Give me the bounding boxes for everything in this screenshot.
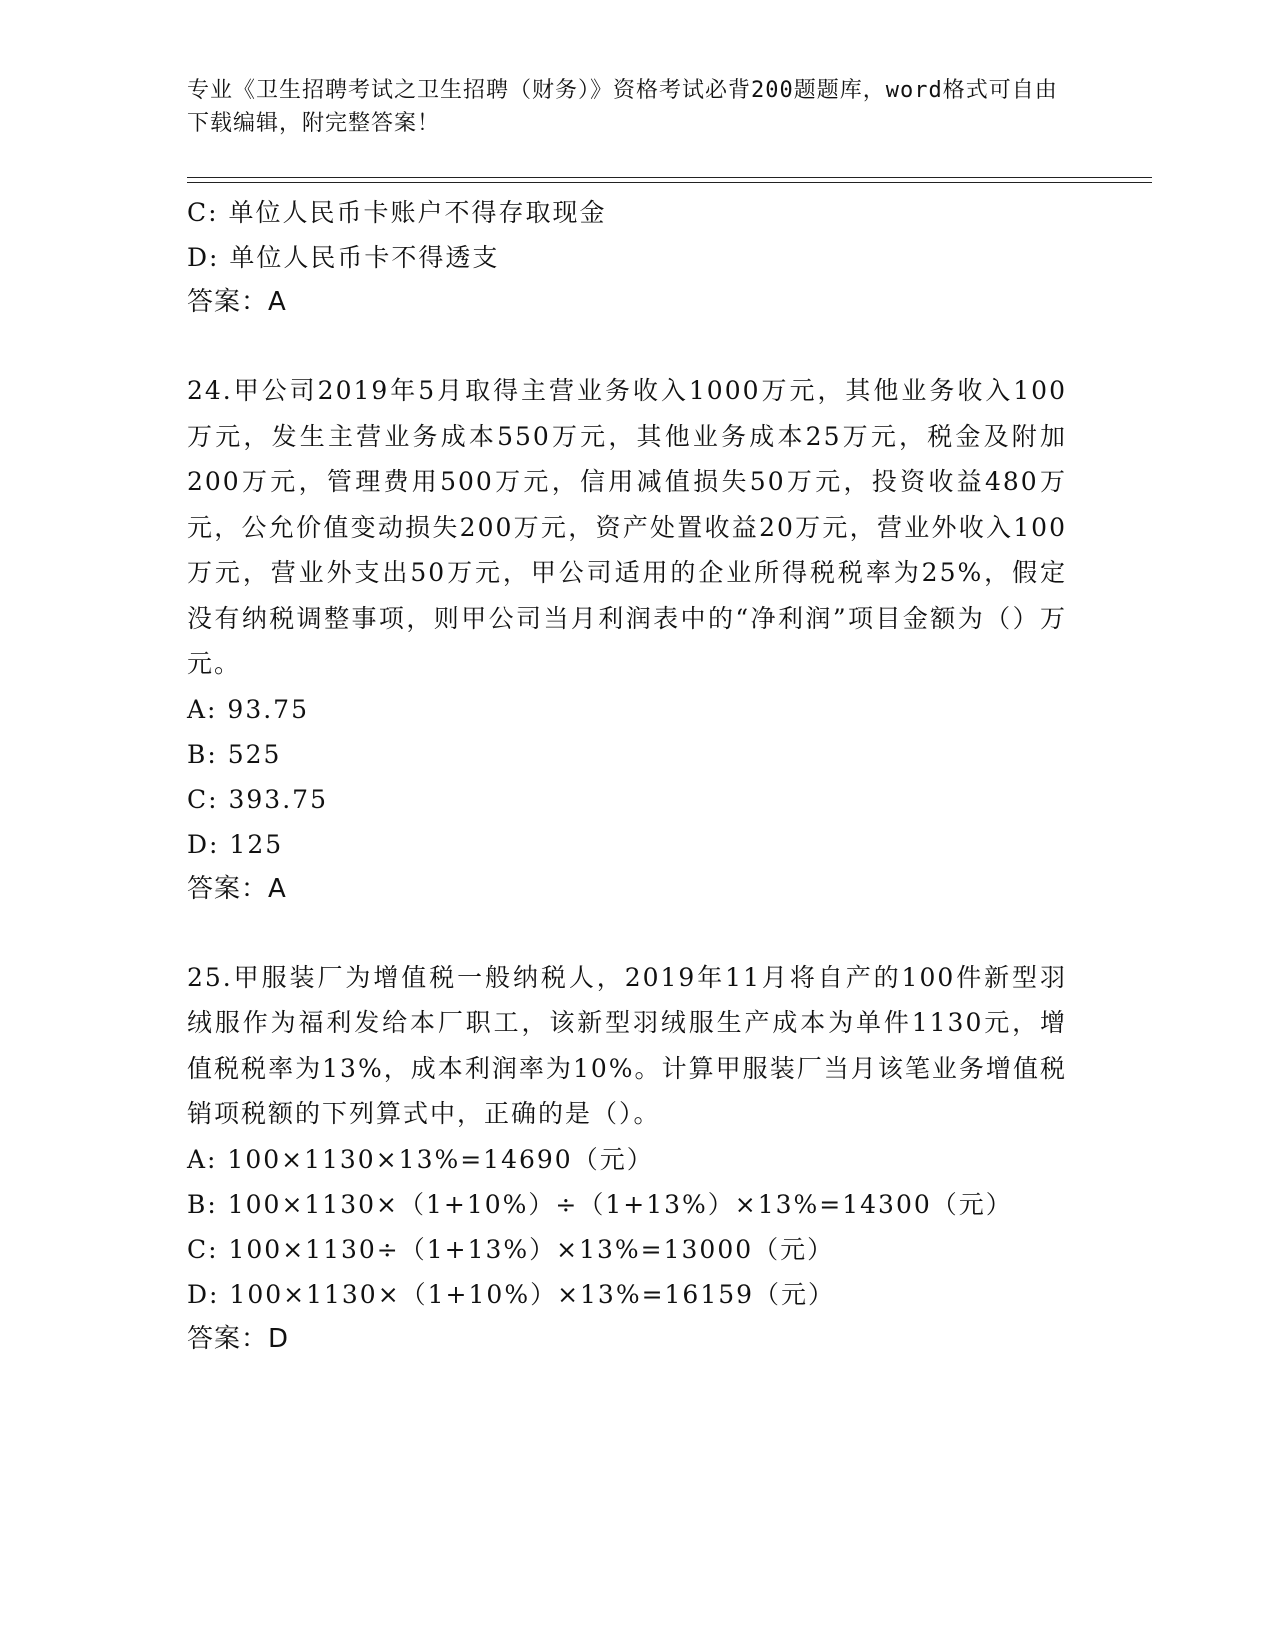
question-content <box>187 190 1067 1362</box>
q25-option-a: A: 100×1130×13%=14690（元） <box>187 1144 654 1174</box>
header-divider-bottom <box>187 182 1152 183</box>
option-d: D: 单位人民币卡不得透支 <box>187 243 500 272</box>
spacer <box>187 912 1067 955</box>
question-24-stem: 24.甲公司2019年5月取得主营业务收入1000万元，其他业务收入100万元，发生主营业务成本550万元，其他业务成本25万元，税金及附加200万元，管理费用500万元，信用减值损失50万元，投资收益480万元，公允价值变动损失200万元，资产处置收益20万元，营业外收入100万元，营业外支出50万元，甲公司适用的企业所得税税率为25%，假定没有纳税调整事项，则甲公司当月利润表中的“净利润”项目金额为（）万元。 <box>187 376 1067 678</box>
q24-answer: 答案：A <box>187 873 287 904</box>
q25-option-c: C: 100×1130÷（1+13%）×13%=13000（元） <box>187 1234 835 1264</box>
answer-line: 答案：A <box>187 287 287 317</box>
q24-option-c: C: 393.75 <box>187 784 328 814</box>
q25-option-b: B: 100×1130×（1+10%）÷（1+13%）×13%=14300（元） <box>187 1189 1013 1219</box>
q25-answer: 答案：D <box>187 1323 290 1354</box>
document-header: 专业《卫生招聘考试之卫生招聘（财务）》资格考试必背200题题库，word格式可自由下载编辑，附完整答案！ <box>187 78 1058 136</box>
q25-option-d: D: 100×1130×（1+10%）×13%=16159（元） <box>187 1279 836 1309</box>
option-c: C: 单位人民币卡账户不得存取现金 <box>187 198 607 227</box>
question-25-stem: 25.甲服装厂为增值税一般纳税人，2019年11月将自产的100件新型羽绒服作为福利发给本厂职工，该新型羽绒服生产成本为单件1130元，增值税税率为13%，成本利润率为10%。计算甲服装厂当月该笔业务增值税销项税额的下列算式中，正确的是（）。 <box>187 962 1067 1128</box>
q24-option-b: B: 525 <box>187 739 282 769</box>
q24-option-a: A: 93.75 <box>187 694 309 724</box>
spacer <box>187 325 1067 368</box>
header-divider-top <box>187 177 1152 178</box>
q24-option-d: D: 125 <box>187 829 284 859</box>
